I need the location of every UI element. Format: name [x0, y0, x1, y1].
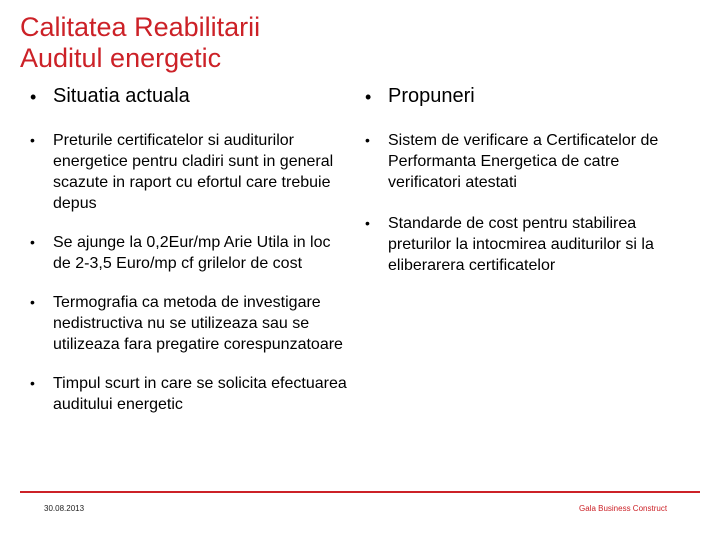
- bullet-icon: •: [30, 87, 37, 107]
- bullet-icon: •: [365, 87, 372, 107]
- slide-title-line-2: Auditul energetic: [20, 43, 222, 73]
- bullet-icon: •: [365, 215, 370, 231]
- bullet-icon: •: [30, 375, 35, 391]
- right-item-text: Sistem de verificare a Certificatelor de Performanta Energetica de catre verificatori atestati: [388, 132, 659, 191]
- slide-title: [20, 12, 260, 74]
- right-heading-text: Propuneri: [388, 85, 475, 107]
- right-item-1: [365, 130, 695, 193]
- left-item-4: [30, 373, 350, 415]
- right-item-2: [365, 213, 695, 276]
- right-heading: [365, 84, 695, 108]
- bullet-icon: •: [30, 294, 35, 310]
- left-item-text: Preturile certificatelor si auditurilor energetice pentru cladiri sunt in general scazute in raport cu efortul care trebuie depus: [53, 132, 334, 212]
- left-item-text: Se ajunge la 0,2Eur/mp Arie Utila in loc de 2-3,5 Euro/mp cf grilelor de cost: [53, 234, 331, 272]
- left-column: [30, 84, 350, 433]
- right-column: [365, 84, 695, 296]
- left-item-3: [30, 292, 350, 355]
- bullet-icon: •: [30, 234, 35, 250]
- footer-divider: [20, 491, 700, 493]
- footer-date: 30.08.2013: [44, 504, 85, 513]
- footer-company: Gala Business Construct: [579, 504, 668, 513]
- left-item-2: [30, 232, 350, 274]
- left-item-text: Timpul scurt in care se solicita efectuarea auditului energetic: [53, 375, 347, 413]
- right-item-text: Standarde de cost pentru stabilirea preturilor la intocmirea auditurilor si la eliberarera certificatelor: [388, 215, 654, 274]
- left-item-1: [30, 130, 350, 214]
- bullet-icon: •: [365, 132, 370, 148]
- left-heading: [30, 84, 350, 108]
- left-item-text: Termografia ca metoda de investigare nedistructiva nu se utilizeaza sau se utilizeaza fara pregatire corespunzatoare: [53, 294, 343, 353]
- left-heading-text: Situatia actuala: [53, 85, 190, 107]
- bullet-icon: •: [30, 132, 35, 148]
- slide-title-line-1: Calitatea Reabilitarii: [20, 12, 261, 42]
